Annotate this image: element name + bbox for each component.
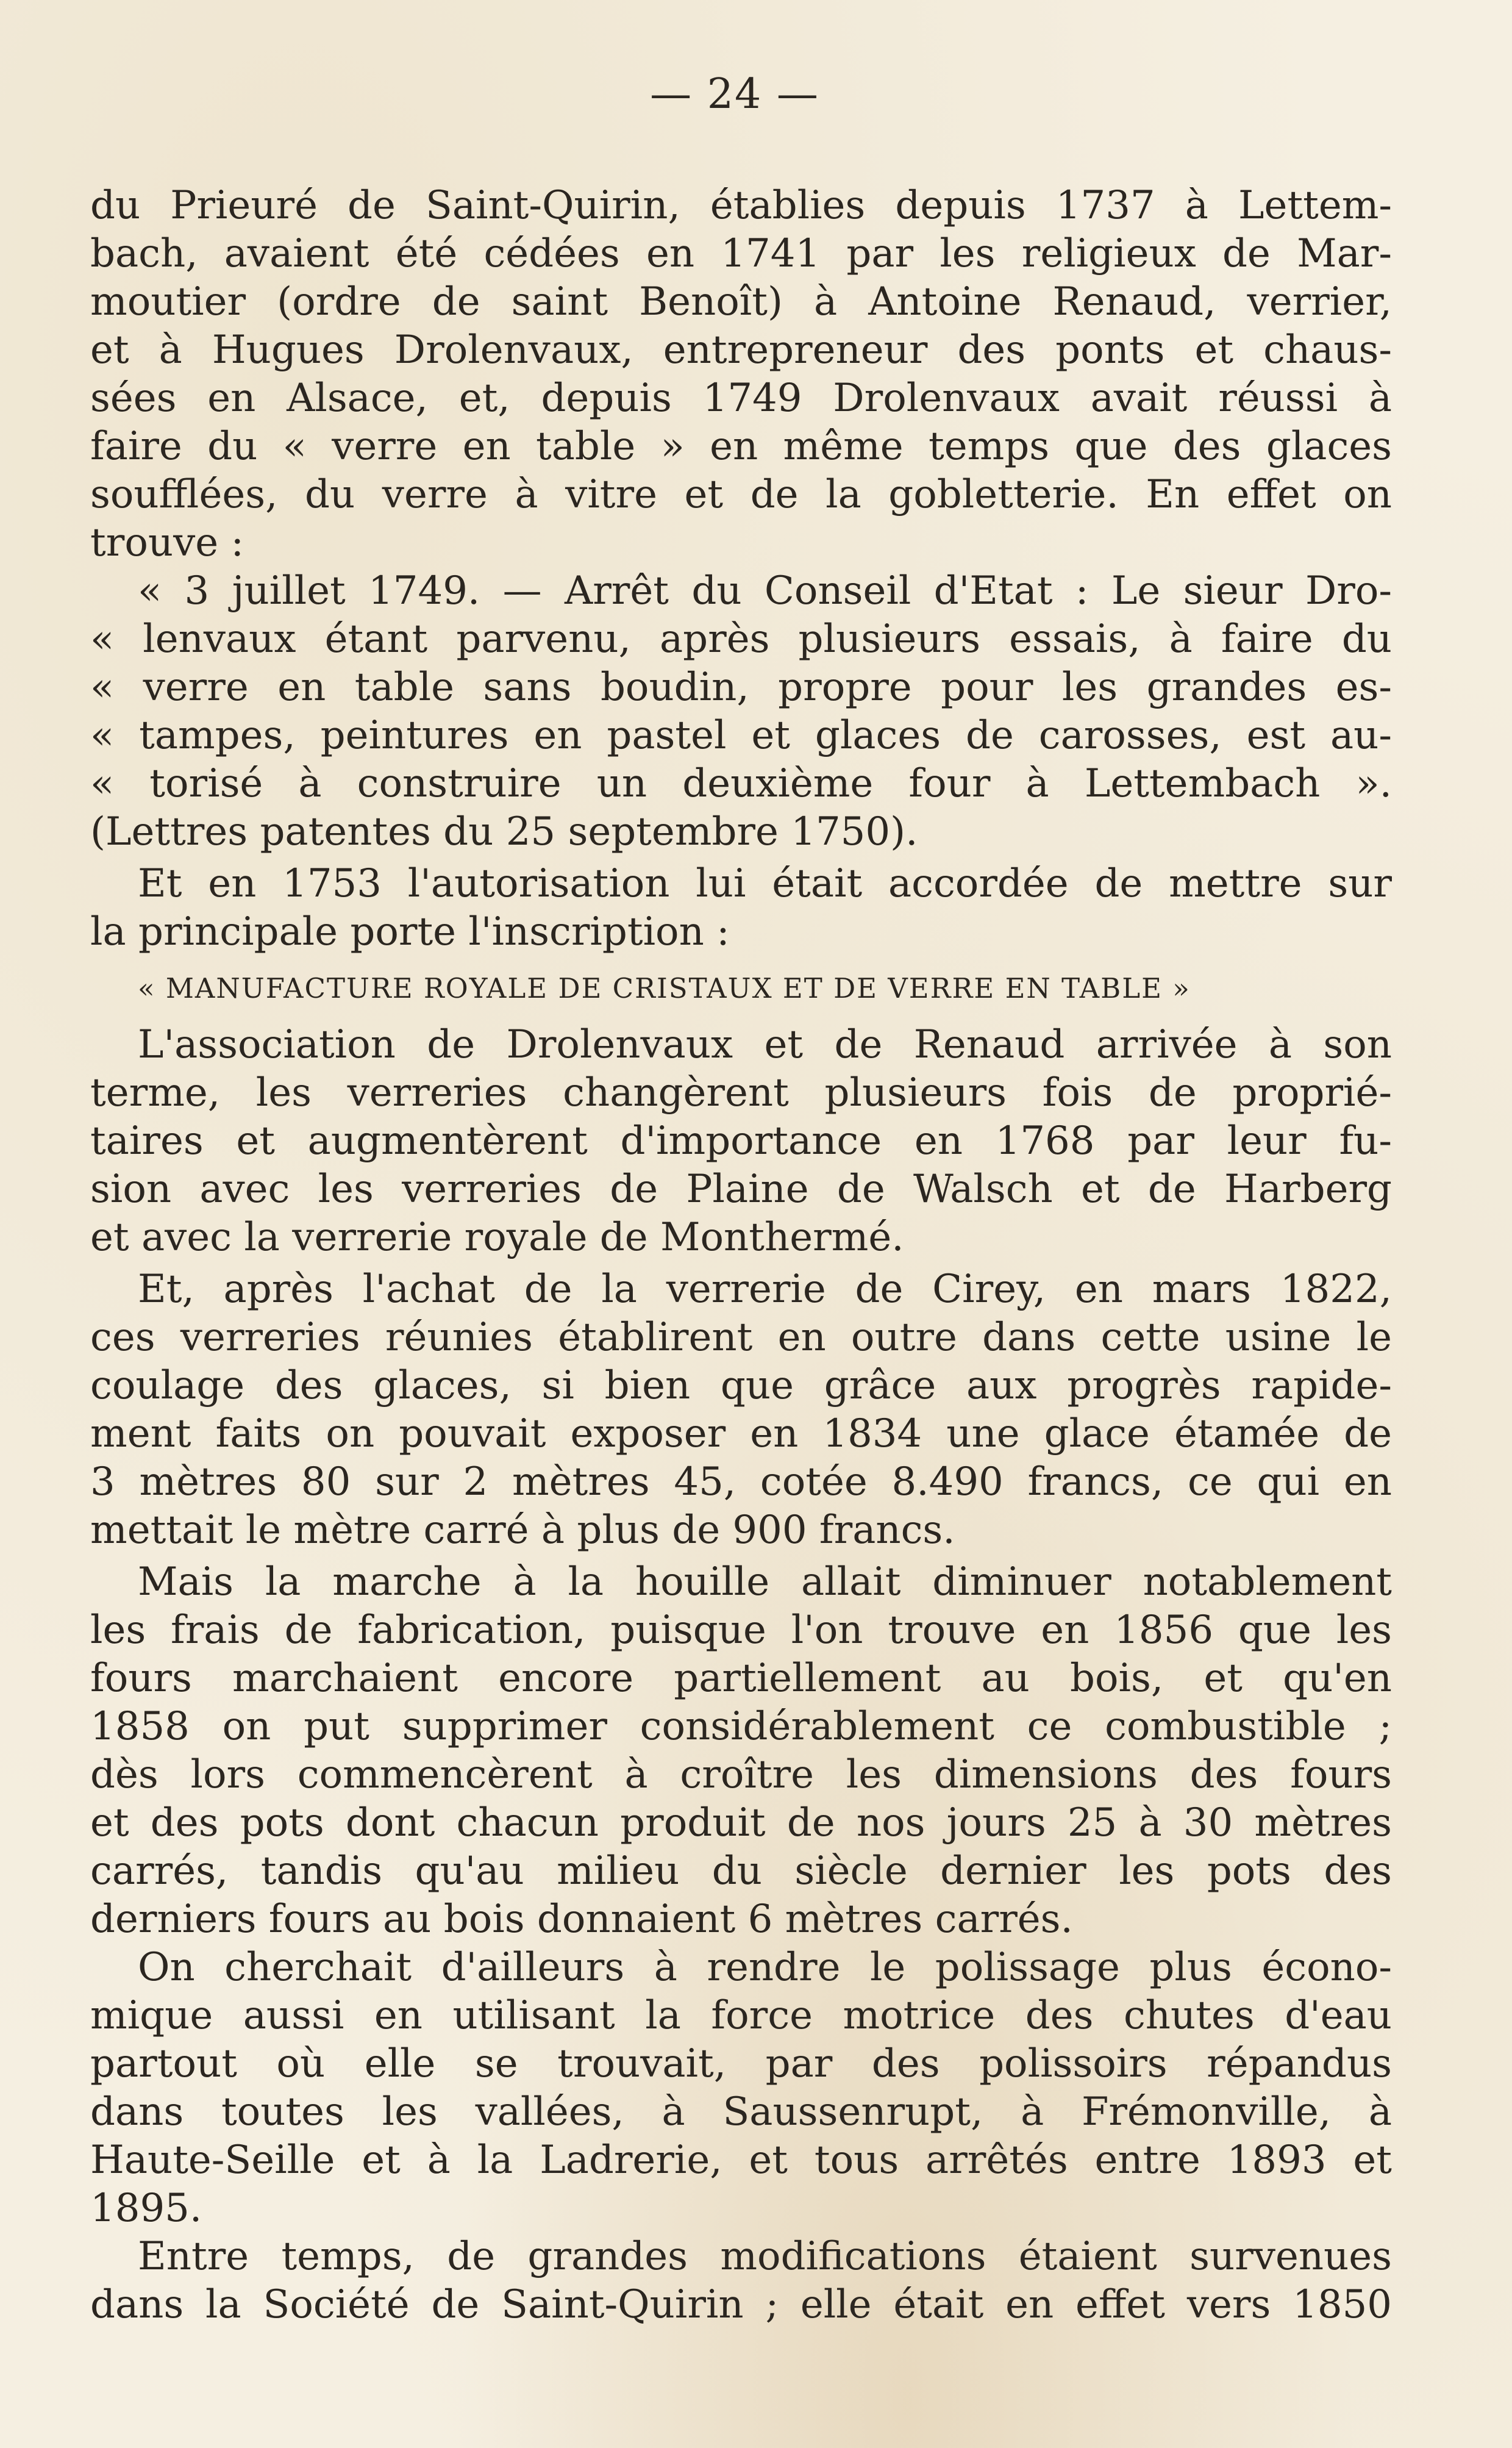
text-line: Entre temps, de grandes modifications étaient survenues bbox=[138, 2234, 1392, 2279]
text-line: sion avec les verreries de Plaine de Walsch et de Harberg bbox=[90, 1167, 1392, 1212]
text-line: et avec la verrerie royale de Monthermé. bbox=[90, 1215, 904, 1260]
text-line: L'association de Drolenvaux et de Renaud arrivée à son bbox=[138, 1022, 1392, 1067]
text-line: Haute-Seille et à la Ladrerie, et tous arrêtés entre 1893 et bbox=[90, 2138, 1392, 2183]
quote-line: « tampes, peintures en pastel et glaces de carosses, est au- bbox=[90, 713, 1392, 758]
text-line: dès lors commencèrent à croître les dimensions des fours bbox=[90, 1752, 1392, 1797]
text-line: du Prieuré de Saint-Quirin, établies depuis 1737 à Lettem- bbox=[90, 183, 1392, 228]
text-line: mettait le mètre carré à plus de 900 francs. bbox=[90, 1508, 955, 1553]
text-line: coulage des glaces, si bien que grâce aux progrès rapide- bbox=[90, 1363, 1392, 1408]
text-line: On cherchait d'ailleurs à rendre le polissage plus écono- bbox=[138, 1945, 1392, 1990]
text-line: ment faits on pouvait exposer en 1834 une glace étamée de bbox=[90, 1411, 1392, 1456]
text-line: et à Hugues Drolenvaux, entrepreneur des ponts et chaus- bbox=[90, 327, 1392, 373]
text-line: bach, avaient été cédées en 1741 par les religieux de Mar- bbox=[90, 231, 1392, 276]
text-line: dans la Société de Saint-Quirin ; elle était en effet vers 1850 bbox=[90, 2282, 1392, 2327]
text-line: et des pots dont chacun produit de nos jours 25 à 30 mètres bbox=[90, 1800, 1392, 1845]
inscription-heading: « MANUFACTURE ROYALE DE CRISTAUX ET DE VERRE EN TABLE » bbox=[138, 972, 1191, 1004]
text-line: moutier (ordre de saint Benoît) à Antoine Renaud, verrier, bbox=[90, 279, 1392, 324]
text-line: partout où elle se trouvait, par des polissoirs répandus bbox=[90, 2041, 1392, 2086]
text-line: dans toutes les vallées, à Saussenrupt, à Frémonville, à bbox=[90, 2089, 1392, 2135]
quote-line: « 3 juillet 1749. — Arrêt du Conseil d'Etat : Le sieur Dro- bbox=[138, 568, 1392, 614]
text-line: soufflées, du verre à vitre et de la gobletterie. En effet on bbox=[90, 472, 1392, 517]
text-line: mique aussi en utilisant la force motrice des chutes d'eau bbox=[90, 1993, 1392, 2038]
text-line: taires et augmentèrent d'importance en 1768 par leur fu- bbox=[90, 1118, 1392, 1164]
text-line: derniers fours au bois donnaient 6 mètres carrés. bbox=[90, 1897, 1073, 1942]
text-line: fours marchaient encore partiellement au bois, et qu'en bbox=[90, 1656, 1392, 1701]
text-line: (Lettres patentes du 25 septembre 1750). bbox=[90, 809, 918, 854]
body-text bbox=[90, 182, 1392, 2329]
text-line: sées en Alsace, et, depuis 1749 Drolenvaux avait réussi à bbox=[90, 376, 1392, 421]
text-line: terme, les verreries changèrent plusieurs fois de proprié- bbox=[90, 1070, 1392, 1115]
text-line: les frais de fabrication, puisque l'on trouve en 1856 que les bbox=[90, 1608, 1392, 1653]
text-line: Et, après l'achat de la verrerie de Cirey, en mars 1822, bbox=[138, 1267, 1392, 1312]
text-line: 1858 on put supprimer considérablement ce combustible ; bbox=[90, 1704, 1392, 1749]
quote-line: « lenvaux étant parvenu, après plusieurs essais, à faire du bbox=[90, 617, 1392, 662]
text-line: ces verreries réunies établirent en outre dans cette usine le bbox=[90, 1315, 1392, 1360]
quote-line: « verre en table sans boudin, propre pour les grandes es- bbox=[90, 665, 1392, 710]
text-line: Mais la marche à la houille allait diminuer notablement bbox=[138, 1559, 1392, 1605]
text-line: Et en 1753 l'autorisation lui était accordée de mettre sur bbox=[138, 861, 1392, 906]
quote-line: « torisé à construire un deuxième four à Lettembach ». bbox=[90, 761, 1392, 806]
text-line: 3 mètres 80 sur 2 mètres 45, cotée 8.490 francs, ce qui en bbox=[90, 1459, 1392, 1505]
text-line: carrés, tandis qu'au milieu du siècle dernier les pots des bbox=[90, 1849, 1392, 1894]
text-line: faire du « verre en table » en même temps que des glaces bbox=[90, 424, 1392, 469]
text-line: 1895. bbox=[90, 2186, 202, 2231]
page-number: — 24 — bbox=[650, 70, 819, 118]
text-line: trouve : bbox=[90, 520, 244, 565]
text-line: la principale porte l'inscription : bbox=[90, 909, 730, 954]
